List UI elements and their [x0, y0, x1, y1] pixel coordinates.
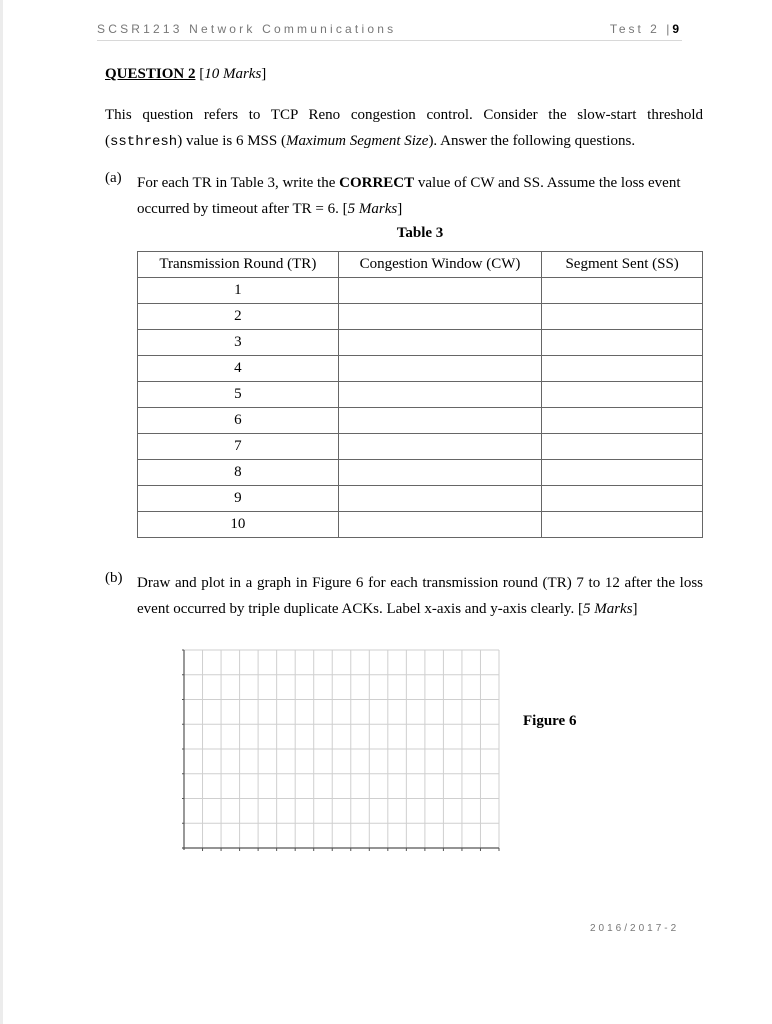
cw-answer-cell[interactable]	[338, 330, 542, 356]
footer-session: 2016/2017-2	[590, 923, 680, 934]
table-row	[138, 434, 703, 460]
ss-answer-cell[interactable]	[542, 460, 703, 486]
part-b-line-1: Draw and plot in a graph in Figure 6 for each transmission round (TR) 7 to 12 after the loss	[137, 575, 703, 591]
table-header-row	[138, 252, 703, 278]
tr-cell: 8	[138, 460, 339, 486]
table-caption: Table 3	[396, 225, 444, 241]
course-title: SCSR1213 Network Communications	[97, 22, 397, 36]
ss-answer-cell[interactable]	[542, 278, 703, 304]
test-page-label	[610, 22, 682, 36]
ss-answer-cell[interactable]	[542, 304, 703, 330]
header-transmission-round: Transmission Round (TR)	[138, 252, 339, 278]
part-b-marks: 5 Marks	[582, 601, 633, 617]
part-b-line-2: event occurred by triple duplicate ACKs. Label x-axis and y-axis clearly. [5 Marks]	[137, 601, 638, 617]
tr-cell: 3	[138, 330, 339, 356]
cw-answer-cell[interactable]	[338, 486, 542, 512]
ssthresh-code: ssthresh	[110, 134, 178, 150]
table-row	[138, 304, 703, 330]
tr-cell: 2	[138, 304, 339, 330]
ss-answer-cell[interactable]	[542, 434, 703, 460]
part-b-label: (b)	[105, 570, 123, 586]
cw-answer-cell[interactable]	[338, 382, 542, 408]
mss-definition: Maximum Segment Size	[285, 133, 429, 149]
header-congestion-window: Congestion Window (CW)	[338, 252, 542, 278]
part-a-line-1: For each TR in Table 3, write the CORRECT value of CW and SS. Assume the loss event	[137, 175, 681, 191]
table-row	[138, 278, 703, 304]
page-header	[97, 22, 682, 41]
cw-answer-cell[interactable]	[338, 512, 542, 538]
part-a-label: (a)	[105, 170, 122, 186]
blank-graph-grid	[181, 648, 503, 854]
tr-cell: 9	[138, 486, 339, 512]
tr-cell: 5	[138, 382, 339, 408]
answer-table	[137, 251, 703, 538]
table-row	[138, 356, 703, 382]
table-row	[138, 486, 703, 512]
cw-answer-cell[interactable]	[338, 460, 542, 486]
tr-cell: 1	[138, 278, 339, 304]
part-a-marks: 5 Marks	[347, 201, 398, 217]
table-row	[138, 512, 703, 538]
table-row	[138, 382, 703, 408]
ss-answer-cell[interactable]	[542, 512, 703, 538]
question-number: QUESTION 2	[105, 66, 196, 82]
question-intro-line-2: (ssthresh) value is 6 MSS (Maximum Segment Size). Answer the following questions.	[105, 133, 636, 150]
ss-answer-cell[interactable]	[542, 330, 703, 356]
test-label: Test 2 |	[609, 22, 673, 36]
page-edge	[0, 0, 3, 1024]
table-row	[138, 460, 703, 486]
cw-answer-cell[interactable]	[338, 278, 542, 304]
cw-answer-cell[interactable]	[338, 408, 542, 434]
ss-answer-cell[interactable]	[542, 382, 703, 408]
header-segment-sent: Segment Sent (SS)	[542, 252, 703, 278]
figure-6-graph[interactable]	[181, 648, 503, 854]
tr-cell: 7	[138, 434, 339, 460]
ss-answer-cell[interactable]	[542, 486, 703, 512]
cw-answer-cell[interactable]	[338, 304, 542, 330]
question-marks: 10 Marks	[204, 66, 262, 82]
table-row	[138, 330, 703, 356]
ss-answer-cell[interactable]	[542, 408, 703, 434]
question-intro-line-1: This question refers to TCP Reno congestion control. Consider the slow-start threshold	[105, 107, 703, 123]
figure-caption: Figure 6	[523, 713, 577, 729]
cw-answer-cell[interactable]	[338, 434, 542, 460]
tr-cell: 10	[138, 512, 339, 538]
tr-cell: 6	[138, 408, 339, 434]
table-row	[138, 408, 703, 434]
cw-answer-cell[interactable]	[338, 356, 542, 382]
correct-emphasis: CORRECT	[339, 175, 415, 191]
tr-cell: 4	[138, 356, 339, 382]
part-a-line-2: occurred by timeout after TR = 6. [5 Marks]	[137, 201, 403, 217]
question-title: QUESTION 2 [10 Marks]	[105, 66, 267, 82]
ss-answer-cell[interactable]	[542, 356, 703, 382]
page-number: 9	[672, 22, 682, 36]
